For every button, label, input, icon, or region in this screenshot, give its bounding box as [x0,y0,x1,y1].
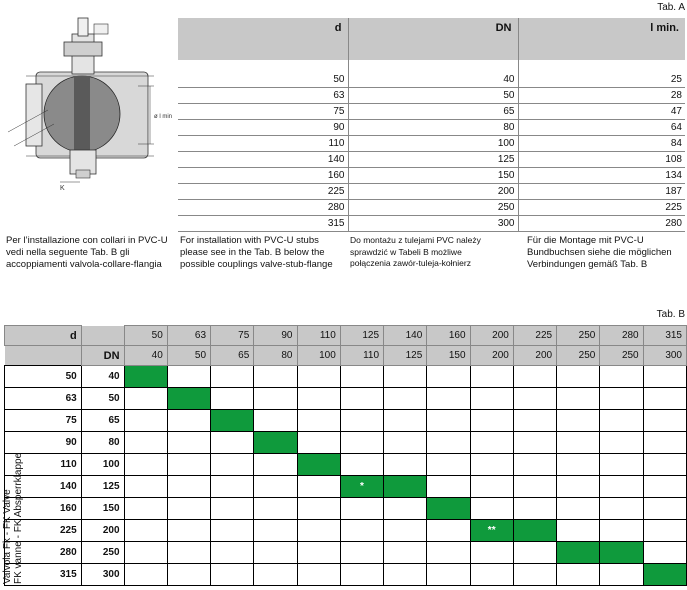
tab-b-col-dn: 50 [167,346,210,366]
empty-cell [557,498,600,520]
empty-cell [124,388,167,410]
empty-cell [384,454,427,476]
tab-a-cell: 200 [348,184,518,200]
tab-b-col-dn: 65 [211,346,254,366]
empty-cell [513,498,556,520]
empty-cell [470,432,513,454]
empty-cell [211,520,254,542]
tab-b-col-d: 75 [211,326,254,346]
empty-cell [427,454,470,476]
empty-cell [600,454,643,476]
empty-cell [557,432,600,454]
tab-a-row [178,200,685,216]
tab-a-row [178,136,685,152]
tab-b-row-dn: 100 [81,454,124,476]
tab-b-row-d: 75 [5,410,82,432]
tab-b-col-dn: 100 [297,346,340,366]
empty-cell [470,366,513,388]
tab-a-cell: 65 [348,104,518,120]
compatible-cell [254,432,297,454]
compatible-cell [557,542,600,564]
empty-cell [340,366,383,388]
tab-b-row [5,432,687,454]
tab-a-cell: 140 [178,152,348,168]
tab-b-col-dn: 300 [643,346,686,366]
empty-cell [254,476,297,498]
empty-cell [513,388,556,410]
tab-b-col-dn: 250 [600,346,643,366]
tab-a-cell: 280 [518,216,685,232]
empty-cell [211,454,254,476]
tab-b-row-dn: 150 [81,498,124,520]
empty-cell [167,498,210,520]
empty-cell [384,410,427,432]
empty-cell [513,410,556,432]
tab-a-cell: 134 [518,168,685,184]
compatible-cell [600,542,643,564]
empty-cell [643,476,686,498]
empty-cell [600,366,643,388]
tab-b-row-d: 63 [5,388,82,410]
tab-b-col-d: 315 [643,326,686,346]
empty-cell [513,476,556,498]
empty-cell [470,454,513,476]
empty-cell [384,388,427,410]
tab-b-row-d: 160 [5,498,82,520]
tab-a-row [178,88,685,104]
empty-cell [124,542,167,564]
empty-cell [470,542,513,564]
tab-a-cell: 63 [178,88,348,104]
empty-cell [384,498,427,520]
empty-cell [470,498,513,520]
tab-a-cell: 80 [348,120,518,136]
tab-a-cell: 108 [518,152,685,168]
tab-a-cell: 50 [178,72,348,88]
empty-cell [600,520,643,542]
compatible-cell: ** [470,520,513,542]
compatible-cell [384,476,427,498]
tab-b-row-d: 140 [5,476,82,498]
tab-b-row [5,366,687,388]
empty-cell [297,520,340,542]
empty-cell [167,542,210,564]
tab-a-cell: 40 [348,72,518,88]
tab-a-cell: 110 [178,136,348,152]
empty-cell [470,564,513,586]
empty-cell [384,520,427,542]
empty-cell [427,410,470,432]
tab-b-row-dn: 80 [81,432,124,454]
tab-a-row [178,184,685,200]
tab-b-col-d: 90 [254,326,297,346]
empty-cell [643,498,686,520]
empty-cell [600,476,643,498]
empty-cell [384,366,427,388]
tab-b-title: Tab. B [656,309,685,320]
tab-b-col-dn: 250 [557,346,600,366]
tab-b-col-dn: 200 [513,346,556,366]
empty-cell [254,454,297,476]
tab-b-col-d: 280 [600,326,643,346]
empty-cell [297,432,340,454]
tab-b-col-dn: 80 [254,346,297,366]
empty-cell [167,520,210,542]
tab-b-row-dn: 65 [81,410,124,432]
empty-cell [124,432,167,454]
empty-cell [297,564,340,586]
compatible-cell [124,366,167,388]
tab-a-title: Tab. A [657,2,685,13]
empty-cell [427,366,470,388]
tab-b-row [5,498,687,520]
empty-cell [340,410,383,432]
tab-b-col-d: 200 [470,326,513,346]
tab-a-cell: 150 [348,168,518,184]
tab-b-col-dn: 110 [340,346,383,366]
tab-b-row-d: 225 [5,520,82,542]
empty-cell [254,498,297,520]
compatible-cell: * [340,476,383,498]
tab-a-row [178,120,685,136]
tab-a-cell: 250 [348,200,518,216]
empty-cell [297,542,340,564]
empty-cell [427,476,470,498]
empty-cell [643,388,686,410]
empty-cell [557,410,600,432]
tab-b-row-dn: 250 [81,542,124,564]
empty-cell [167,476,210,498]
empty-cell [513,564,556,586]
tab-a-cell: 84 [518,136,685,152]
tab-b-col-dn: 40 [124,346,167,366]
tab-b-row [5,520,687,542]
empty-cell [513,542,556,564]
empty-cell [643,520,686,542]
empty-cell [254,366,297,388]
tab-a-row [178,104,685,120]
note-german: Für die Montage mit PVC-U Bundbuchsen siehe die möglichen Verbindungen gemäß Tab. B [527,235,672,270]
tab-a-cell: 50 [348,88,518,104]
tab-b-col-d: 250 [557,326,600,346]
empty-cell [600,564,643,586]
note-english: For installation with PVC-U stubs please see in the Tab. B below the possible couplings valve-stub-flange [180,235,333,270]
empty-cell [254,388,297,410]
compatible-cell [427,498,470,520]
tab-b-col-d: 110 [297,326,340,346]
empty-cell [167,432,210,454]
tab-a-cell: 47 [518,104,685,120]
empty-cell [124,520,167,542]
empty-cell [427,432,470,454]
tab-b-side-label: Valvola Fk - FK Valve FK vanne - FK Absperrklappe [2,452,24,584]
empty-cell [211,564,254,586]
empty-cell [513,366,556,388]
tab-b-row-d: 50 [5,366,82,388]
compatible-cell [167,388,210,410]
empty-cell [427,564,470,586]
tab-b-col-d: 140 [384,326,427,346]
tab-a-row [178,152,685,168]
tab-a-header-d: d [178,18,348,60]
tab-b-col-d: 160 [427,326,470,346]
empty-cell [340,432,383,454]
note-italian: Per l’installazione con collari in PVC-U vedi nella seguente Tab. B gli accoppiamenti valvola-collare-flangia [6,235,168,270]
tab-b-col-d: 63 [167,326,210,346]
tab-a-row [178,216,685,232]
empty-cell [557,366,600,388]
empty-cell [470,476,513,498]
compatible-cell [297,454,340,476]
empty-cell [384,564,427,586]
empty-cell [600,388,643,410]
tab-a-cell: 75 [178,104,348,120]
empty-cell [211,432,254,454]
empty-cell [254,410,297,432]
empty-cell [297,498,340,520]
tab-a-cell: 64 [518,120,685,136]
empty-cell [557,454,600,476]
compatible-cell [211,410,254,432]
tab-b-row [5,476,687,498]
tab-a-cell: 225 [178,184,348,200]
empty-cell [600,498,643,520]
tab-a-cell: 187 [518,184,685,200]
tab-a-header-dn: DN [348,18,518,60]
tab-b-col-d: 50 [124,326,167,346]
note-polish: Do montażu z tulejami PVC należy sprawdzić w Tabeli B możliwe połączenia zawór-tuleja-kołnierz [350,235,481,268]
compatible-cell [643,564,686,586]
empty-cell [557,388,600,410]
tab-b-d-label: d [5,326,82,346]
tab-b-row-d: 90 [5,432,82,454]
empty-cell [427,520,470,542]
empty-cell [643,432,686,454]
empty-cell [124,410,167,432]
empty-cell [557,520,600,542]
empty-cell [124,476,167,498]
tab-b-row-dn: 200 [81,520,124,542]
empty-cell [513,432,556,454]
dimension-label-k: K [60,185,65,192]
tab-a-cell: 100 [348,136,518,152]
empty-cell [211,388,254,410]
compatible-cell [513,520,556,542]
empty-cell [384,432,427,454]
empty-cell [167,410,210,432]
empty-cell [513,454,556,476]
empty-cell [254,564,297,586]
empty-cell [470,410,513,432]
empty-cell [643,542,686,564]
empty-cell [211,476,254,498]
empty-cell [124,454,167,476]
empty-cell [297,366,340,388]
tab-b-table [4,325,687,586]
tab-a-cell: 28 [518,88,685,104]
empty-cell [600,432,643,454]
empty-cell [557,476,600,498]
tab-a-cell: 315 [178,216,348,232]
empty-cell [427,388,470,410]
tab-a-header-lmin: l min. [518,18,685,60]
valve-cross-section-drawing [4,14,170,192]
tab-b-row-dn: 125 [81,476,124,498]
dimension-label-lmin: ø l min [154,114,172,120]
empty-cell [340,498,383,520]
tab-a-cell: 25 [518,72,685,88]
tab-b-row-dn: 40 [81,366,124,388]
tab-a-cell: 225 [518,200,685,216]
tab-a-row [178,168,685,184]
tab-a-cell: 160 [178,168,348,184]
tab-a-cell: 280 [178,200,348,216]
empty-cell [470,388,513,410]
tab-b-row-dn: 50 [81,388,124,410]
empty-cell [254,520,297,542]
tab-b-row [5,454,687,476]
tab-a-cell: 300 [348,216,518,232]
empty-cell [643,454,686,476]
empty-cell [340,542,383,564]
empty-cell [254,542,297,564]
tab-b-row-d: 280 [5,542,82,564]
tab-b-row [5,388,687,410]
tab-b-row-d: 110 [5,454,82,476]
tab-b-row [5,564,687,586]
empty-cell [124,564,167,586]
tab-a-table [178,18,685,232]
tab-a-cell: 125 [348,152,518,168]
empty-cell [600,410,643,432]
tab-b-row [5,410,687,432]
tab-b-row-dn: 300 [81,564,124,586]
tab-b-row [5,542,687,564]
empty-cell [124,498,167,520]
tab-b-col-d: 225 [513,326,556,346]
empty-cell [643,410,686,432]
tab-b-col-dn: 125 [384,346,427,366]
empty-cell [297,388,340,410]
tab-b-col-dn: 150 [427,346,470,366]
empty-cell [297,476,340,498]
empty-cell [643,366,686,388]
empty-cell [557,564,600,586]
empty-cell [384,542,427,564]
empty-cell [167,564,210,586]
empty-cell [340,388,383,410]
tab-a-cell: 90 [178,120,348,136]
tab-b-dn-label: DN [81,346,124,366]
empty-cell [211,542,254,564]
empty-cell [340,520,383,542]
empty-cell [427,542,470,564]
empty-cell [340,564,383,586]
tab-b-col-d: 125 [340,326,383,346]
tab-b-col-dn: 200 [470,346,513,366]
empty-cell [167,366,210,388]
empty-cell [297,410,340,432]
tab-a-row [178,72,685,88]
empty-cell [167,454,210,476]
tab-b-row-d: 315 [5,564,82,586]
empty-cell [340,454,383,476]
empty-cell [211,498,254,520]
empty-cell [211,366,254,388]
